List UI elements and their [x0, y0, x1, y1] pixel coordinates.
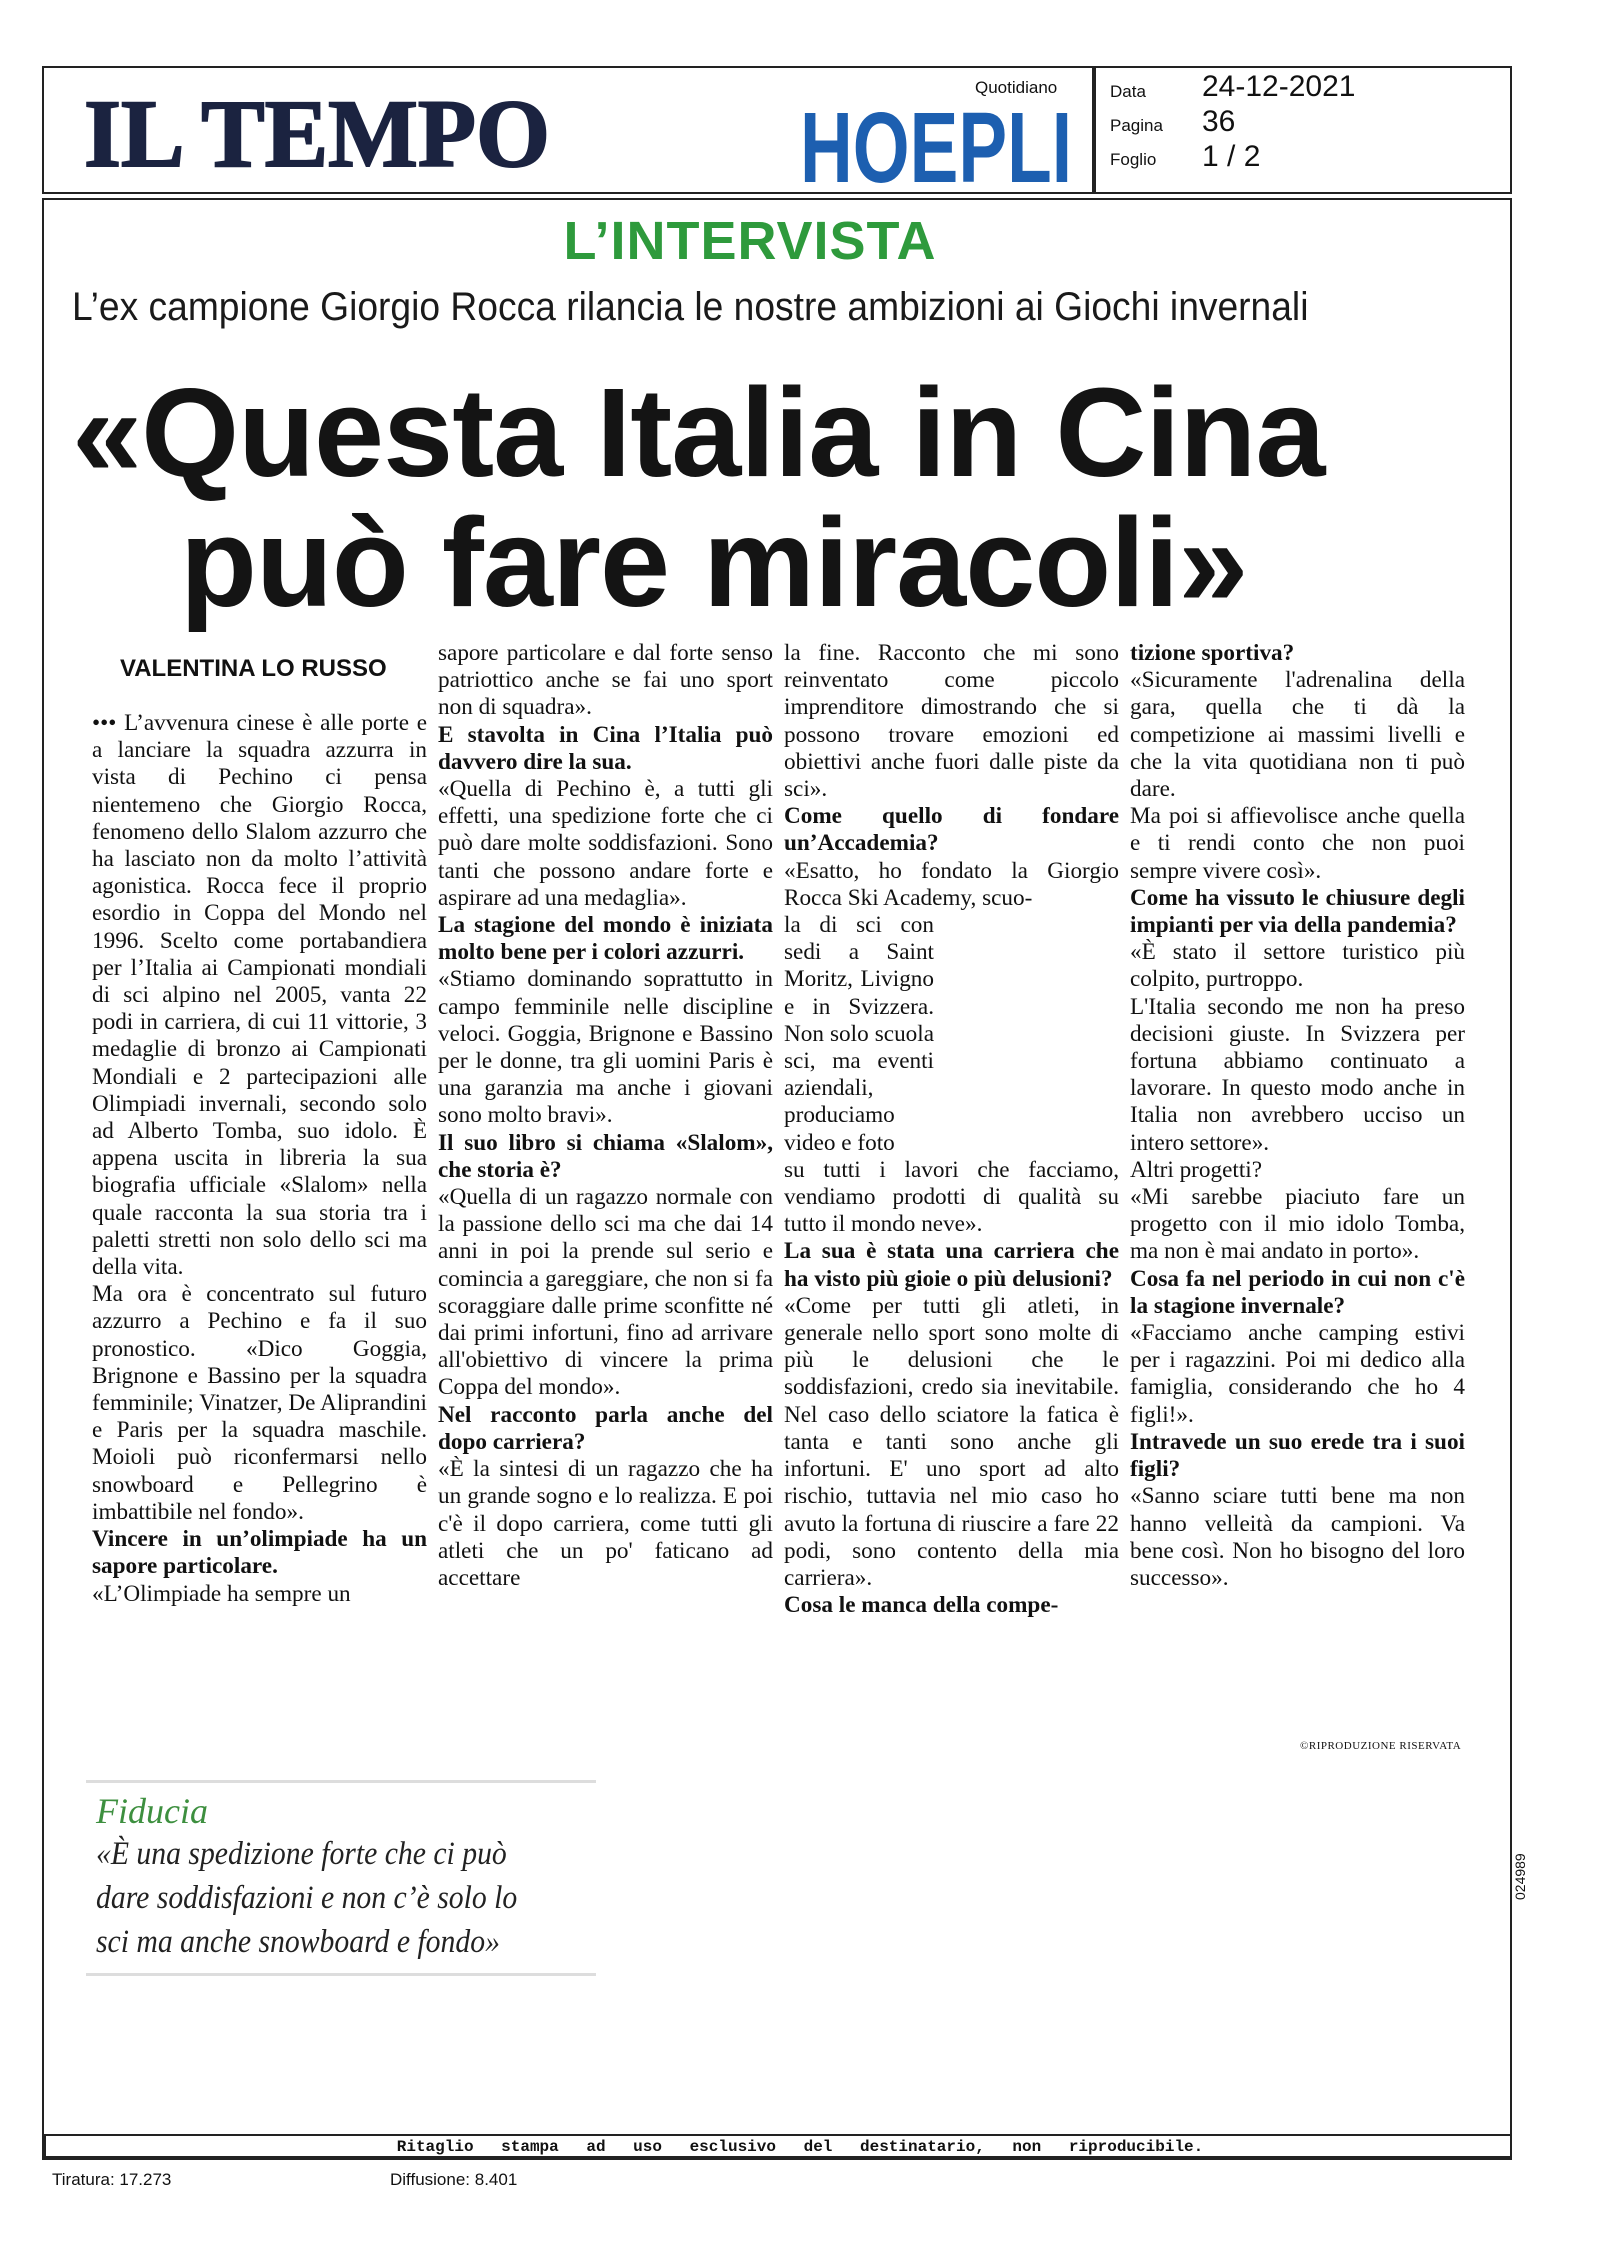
article-column-2	[438, 640, 773, 1592]
article-column-3	[784, 640, 1119, 1619]
interview-question: Come ha vissuto le chiusure degli impianti per via della pandemia?	[1130, 884, 1465, 939]
article-paragraph: Altri progetti?	[1130, 1156, 1263, 1183]
article-paragraph: sapore particolare e dal forte senso patriottico anche se fai uno sport non di squadra».	[438, 640, 773, 721]
article-paragraph: la fine. Racconto che mi sono reinventato come piccolo imprenditore dimostrando che si possono trovare emozioni ed obiettivi anche fuori dalle piste da sci».	[784, 640, 1119, 803]
headline-line-1: «Questa Italia in Cina	[72, 362, 1325, 503]
client-name: HOEPLI	[800, 92, 1072, 192]
interview-question: tizione sportiva?	[1130, 640, 1295, 666]
article-paragraph: ••• L’avvenura cinese è alle porte e a lanciare la squadra azzurra in vista di Pechino ci pensa nientemeno che Giorgio Rocca, fenomeno dello Slalom azzurro che ha lasciato non da molto l’attività agonistica. Rocca fece il proprio esordio in Coppa del Mondo nel 1996. Scelto come portabandiera per l’Italia ai Campionati mondiali di sci alpino nel 2005, vanta 22 podi in carriera, di cui 11 vittorie, 3 medaglie di bronzo ai Campionati Mondiali e 2 partecipazioni alle Olimpiadi invernali, secondo solo ad Alberto Tomba, suo idolo. È appena uscita in libreria la sua biografia ufficiale «Slalom» nella quale racconta la sua storia tra i paletti stretti non solo dello sci ma della vita.	[92, 710, 427, 1281]
interview-question: Come quello di fondare un’Accademia?	[784, 803, 1119, 857]
footer-note: Ritaglio stampa ad uso esclusivo del destinatario, non riproducibile.	[396, 2138, 1204, 2156]
article-paragraph: «Come per tutti gli atleti, in generale nello sport sono molte di più le delusioni che le soddisfazioni, credo sia inevitabile. Nel caso dello sciatore la fatica è tanta e tanti sono anche gli infortuni. E' uno sport ad alto rischio, tuttavia nel mio caso ho avuto la fortuna di riuscire a fare 22 podi, sono contento della mia carriera».	[784, 1292, 1119, 1591]
article-column-4	[1130, 640, 1465, 1592]
headline-line-2: può fare miracoli»	[180, 492, 1248, 633]
article-paragraph: «Sicuramente l'adrenalina della gara, quella che ti dà la competizione ai massimi livelli e che la vita quotidiana non ti può dare.	[1130, 667, 1465, 803]
interview-question: Vincere in un’olimpiade ha un sapore particolare.	[92, 1526, 427, 1580]
article-paragraph: L'Italia secondo me non ha preso decisioni giuste. In Svizzera per fortuna abbiamo continuato a lavorare. In questo modo anche in Italia non avrebbero ucciso un intero settore».	[1130, 993, 1465, 1156]
copyright-note: ©RIPRODUZIONE RISERVATA	[1300, 1740, 1462, 1752]
page-label: Pagina	[1110, 116, 1163, 135]
client-type-label: Quotidiano	[975, 78, 1058, 97]
article-subhead: L’ex campione Giorgio Rocca rilancia le nostre ambizioni ai Giochi invernali	[72, 285, 1309, 329]
date-label: Data	[1110, 82, 1146, 101]
article-paragraph: «Facciamo anche camping estivi per i ragazzini. Poi mi dedico alla famiglia, considerando che ho 4 figli!».	[1130, 1320, 1465, 1428]
pull-quote-text: «È una spedizione forte che ci può dare soddisfazioni e non c’è solo lo sci ma anche snowboard e fondo»	[96, 1836, 518, 1960]
article-paragraph: «È la sintesi di un ragazzo che ha un grande sogno e lo realizza. E poi c'è il dopo carriera, come tutti gli atleti che un po' faticano ad accettare	[438, 1456, 773, 1591]
article-paragraph: «Stiamo dominando soprattutto in campo femminile nelle discipline veloci. Goggia, Brignone e Bassino per le donne, tra gli uomini Paris è una garanzia ma anche i giovani sono molto bravi».	[438, 966, 773, 1129]
interview-question: Il suo libro si chiama «Slalom», che storia è?	[438, 1129, 773, 1183]
masthead-logo	[82, 84, 552, 184]
article-paragraph: «Esatto, ho fondato la Giorgio Rocca Ski Academy, scuo-	[784, 857, 1119, 911]
masthead-title: IL TEMPO	[84, 84, 550, 184]
article-paragraph: «È stato il settore turistico più colpito, purtroppo.	[1130, 939, 1465, 993]
interview-question: E stavolta in Cina l’Italia può davvero dire la sua.	[438, 721, 773, 775]
article-paragraph: la di sci con sedi a Saint Moritz, Livigno e in Svizzera. Non solo scuola sci, ma eventi aziendali, produciamo video e foto	[784, 912, 934, 1156]
pull-quote-label: Fiducia	[96, 1791, 208, 1831]
article-paragraph: Ma poi si affievolisce anche quella e ti rendi conto che non puoi sempre vivere così».	[1130, 803, 1465, 884]
article-paragraph: «Quella di Pechino è, a tutti gli effetti, una spedizione forte che ci può dare molte soddisfazioni. Sono tanti che possono andare forte e aspirare ad una medaglia».	[438, 776, 773, 911]
byline: VALENTINA LO RUSSO	[120, 655, 387, 682]
interview-question: La stagione del mondo è iniziata molto bene per i colori azzurri.	[438, 912, 773, 966]
article-paragraph: su tutti i lavori che facciamo, vendiamo prodotti di qualità su tutto il mondo neve».	[784, 1156, 1119, 1238]
sheet-value: 1 / 2	[1202, 140, 1261, 173]
interview-question: La sua è stata una carriera che ha visto più gioie o più delusioni?	[784, 1238, 1119, 1292]
circulation-distribution: Diffusione: 8.401	[390, 2170, 518, 2189]
article-kicker: L’INTERVISTA	[563, 211, 937, 271]
article-paragraph: «Mi sarebbe piaciuto fare un progetto con il mio idolo Tomba, ma non è mai andato in porto».	[1130, 1184, 1465, 1265]
page-value: 36	[1202, 105, 1236, 138]
interview-question: Intravede un suo erede tra i suoi figli?	[1130, 1428, 1465, 1483]
interview-question: Cosa fa nel periodo in cui non c'è la stagione invernale?	[1130, 1265, 1465, 1319]
article-paragraph: «Sanno sciare tutti bene ma non hanno velleità da campioni. Va bene così. Non ho bisogno del loro successo».	[1130, 1483, 1465, 1591]
article-column-1	[92, 710, 427, 1608]
date-value: 24-12-2021	[1202, 70, 1356, 103]
circulation-print: Tiratura: 17.273	[52, 2170, 172, 2189]
sheet-label: Foglio	[1110, 150, 1157, 169]
client-logo	[800, 90, 1075, 192]
side-code: 024989	[1512, 1853, 1528, 1900]
interview-question: Cosa le manca della compe-	[784, 1592, 1059, 1619]
article-paragraph: «L’Olimpiade ha sempre un	[92, 1580, 351, 1607]
article-paragraph: Ma ora è concentrato sul futuro azzurro a Pechino e fa il suo pronostico. «Dico Goggia, Brignone e Bassino per la squadra femminile; Vinatzer, De Aliprandini e Paris per la squadra maschile. Moioli può riconfermarsi nello snowboard e Pellegrino è imbattibile nel fondo».	[92, 1281, 427, 1525]
interview-question: Nel racconto parla anche del dopo carriera?	[438, 1401, 773, 1455]
article-paragraph: «Quella di un ragazzo normale con la passione dello sci ma che dai 14 anni in poi la prende sul serio e comincia a gareggiare, che non si fa scoraggiare dalle prime sconfitte né dai primi infortuni, fino ad arrivare all'obiettivo di vincere la prima Coppa del mondo».	[438, 1184, 773, 1401]
